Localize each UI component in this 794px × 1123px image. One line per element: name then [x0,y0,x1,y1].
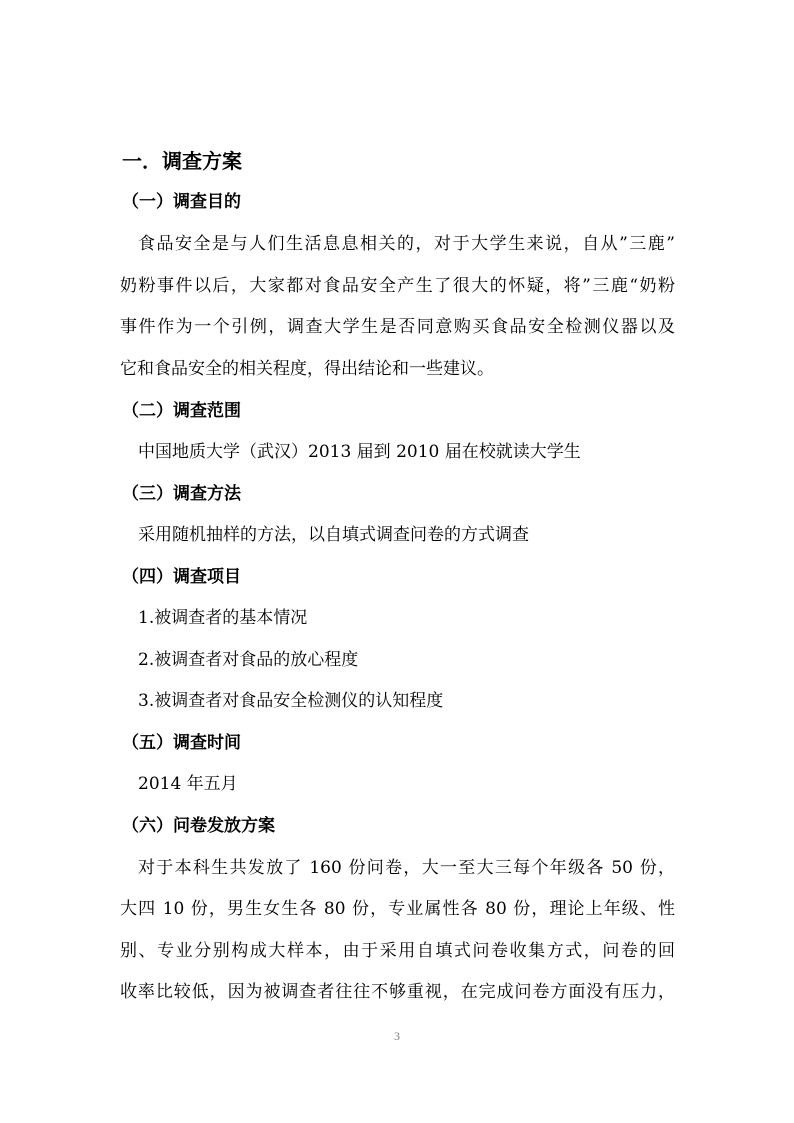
purpose-line-2: 奶粉事件以后，大家都对食品安全产生了很大的怀疑，将”三鹿“奶粉 [120,276,675,296]
distribution-line-3: 别、专业分别构成大样本，由于采用自填式问卷收集方式，问卷的回 [120,941,675,961]
page-number: 3 [394,1029,400,1043]
scope-text: 中国地质大学（武汉）2013 届到 2010 届在校就读大学生 [138,442,581,462]
heading-method: （三）调查方法 [122,484,241,504]
list-item: 3.被调查者对食品安全检测仪的认知程度 [138,691,444,711]
heading-distribution: （六）问卷发放方案 [122,816,275,836]
purpose-line-1: 食品安全是与人们生活息息相关的，对于大学生来说，自从”三鹿” [138,234,675,254]
distribution-line-2: 大四 10 份，男生女生各 80 份，专业属性各 80 份，理论上年级、性 [120,899,675,919]
distribution-line-1: 对于本科生共发放了 160 份问卷，大一至大三每个年级各 50 份， [138,858,675,878]
purpose-line-4: 它和食品安全的相关程度，得出结论和一些建议。 [120,359,494,379]
heading-items: （四）调查项目 [122,567,241,587]
heading-purpose: （一）调查目的 [122,192,241,212]
heading-scope: （二）调查范围 [122,401,241,421]
list-item: 2.被调查者对食品的放心程度 [138,650,359,670]
list-item: 1.被调查者的基本情况 [138,608,308,628]
method-text: 采用随机抽样的方法，以自填式调查问卷的方式调查 [138,525,529,545]
time-text: 2014 年五月 [138,774,238,794]
section-title: 一．调查方案 [122,149,242,173]
purpose-line-3: 事件作为一个引例，调查大学生是否同意购买食品安全检测仪器以及 [120,317,675,337]
distribution-line-4: 收率比较低，因为被调查者往往不够重视，在完成问卷方面没有压力， [120,982,675,1002]
heading-time: （五）调查时间 [122,733,241,753]
